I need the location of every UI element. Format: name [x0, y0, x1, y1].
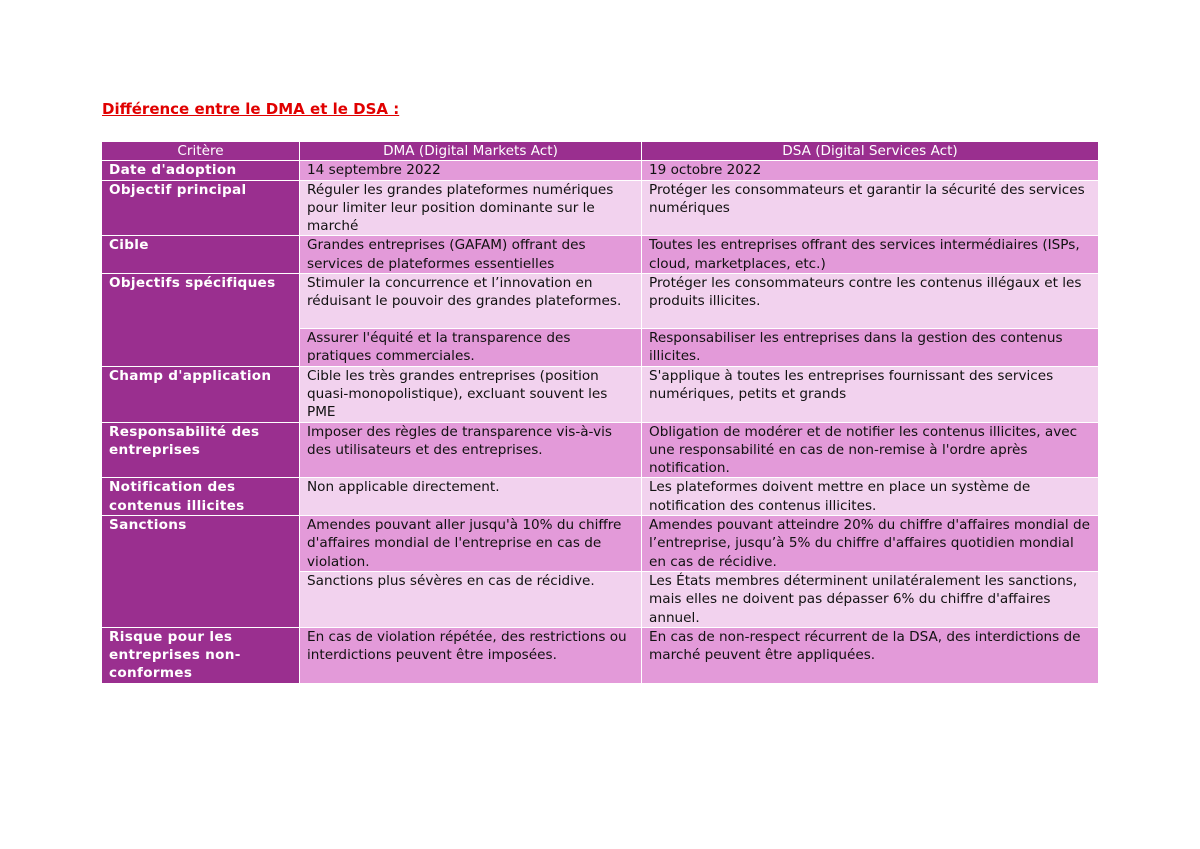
table-row	[102, 478, 1099, 516]
table-row	[102, 236, 1099, 274]
dma-cell: Sanctions plus sévères en cas de récidive.	[300, 571, 642, 627]
criterion-cell: Risque pour les entreprises non-conformes	[102, 627, 300, 683]
table-row	[102, 180, 1099, 236]
dma-cell: En cas de violation répétée, des restrictions ou interdictions peuvent être imposées.	[300, 627, 642, 683]
dsa-cell: Protéger les consommateurs et garantir la sécurité des services numériques	[642, 180, 1099, 236]
header-criterion: Critère	[102, 142, 300, 161]
document-title: Différence entre le DMA et le DSA :	[102, 100, 400, 118]
criterion-cell: Date d'adoption	[102, 161, 300, 180]
dsa-cell: Obligation de modérer et de notifier les contenus illicites, avec une responsabilité en cas de non-remise à l'ordre après notification.	[642, 422, 1099, 478]
dma-cell: Imposer des règles de transparence vis-à-vis des utilisateurs et des entreprises.	[300, 422, 642, 478]
dsa-cell: Toutes les entreprises offrant des services intermédiaires (ISPs, cloud, marketplaces, etc.)	[642, 236, 1099, 274]
criterion-cell: Notification des contenus illicites	[102, 478, 300, 516]
table-row	[102, 274, 1099, 329]
dsa-cell: S'applique à toutes les entreprises fournissant des services numériques, petits et grands	[642, 366, 1099, 422]
criterion-cell: Champ d'application	[102, 366, 300, 422]
criterion-cell: Responsabilité des entreprises	[102, 422, 300, 478]
criterion-cell: Cible	[102, 236, 300, 274]
dsa-cell: Les États membres déterminent unilatéralement les sanctions, mais elles ne doivent pas dépasser 6% du chiffre d'affaires annuel.	[642, 571, 1099, 627]
dsa-cell: Amendes pouvant atteindre 20% du chiffre d'affaires mondial de l’entreprise, jusqu’à 5% du chiffre d'affaires quotidien mondial en cas de récidive.	[642, 516, 1099, 572]
dsa-cell: Protéger les consommateurs contre les contenus illégaux et les produits illicites.	[642, 274, 1099, 329]
dma-cell: Assurer l'équité et la transparence des pratiques commerciales.	[300, 329, 642, 367]
dma-cell: Réguler les grandes plateformes numériques pour limiter leur position dominante sur le marché	[300, 180, 642, 236]
dsa-cell: En cas de non-respect récurrent de la DSA, des interdictions de marché peuvent être appliquées.	[642, 627, 1099, 683]
dsa-cell: Responsabiliser les entreprises dans la gestion des contenus illicites.	[642, 329, 1099, 367]
criterion-cell: Objectifs spécifiques	[102, 274, 300, 367]
table-row	[102, 422, 1099, 478]
dsa-cell: Les plateformes doivent mettre en place un système de notification des contenus illicites.	[642, 478, 1099, 516]
dma-cell: Non applicable directement.	[300, 478, 642, 516]
table-row	[102, 366, 1099, 422]
dma-cell: Grandes entreprises (GAFAM) offrant des services de plateformes essentielles	[300, 236, 642, 274]
criterion-cell: Sanctions	[102, 516, 300, 628]
dma-cell: Stimuler la concurrence et l’innovation en réduisant le pouvoir des grandes plateformes.	[300, 274, 642, 329]
criterion-cell: Objectif principal	[102, 180, 300, 236]
table-row	[102, 627, 1099, 683]
table-row	[102, 516, 1099, 572]
table-row	[102, 161, 1099, 180]
header-dma: DMA (Digital Markets Act)	[300, 142, 642, 161]
dsa-cell: 19 octobre 2022	[642, 161, 1099, 180]
dma-cell: 14 septembre 2022	[300, 161, 642, 180]
dma-cell: Amendes pouvant aller jusqu'à 10% du chiffre d'affaires mondial de l'entreprise en cas de violation.	[300, 516, 642, 572]
header-dsa: DSA (Digital Services Act)	[642, 142, 1099, 161]
comparison-table	[101, 141, 1099, 684]
dma-cell: Cible les très grandes entreprises (position quasi-monopolistique), excluant souvent les PME	[300, 366, 642, 422]
table-header-row	[102, 142, 1099, 161]
